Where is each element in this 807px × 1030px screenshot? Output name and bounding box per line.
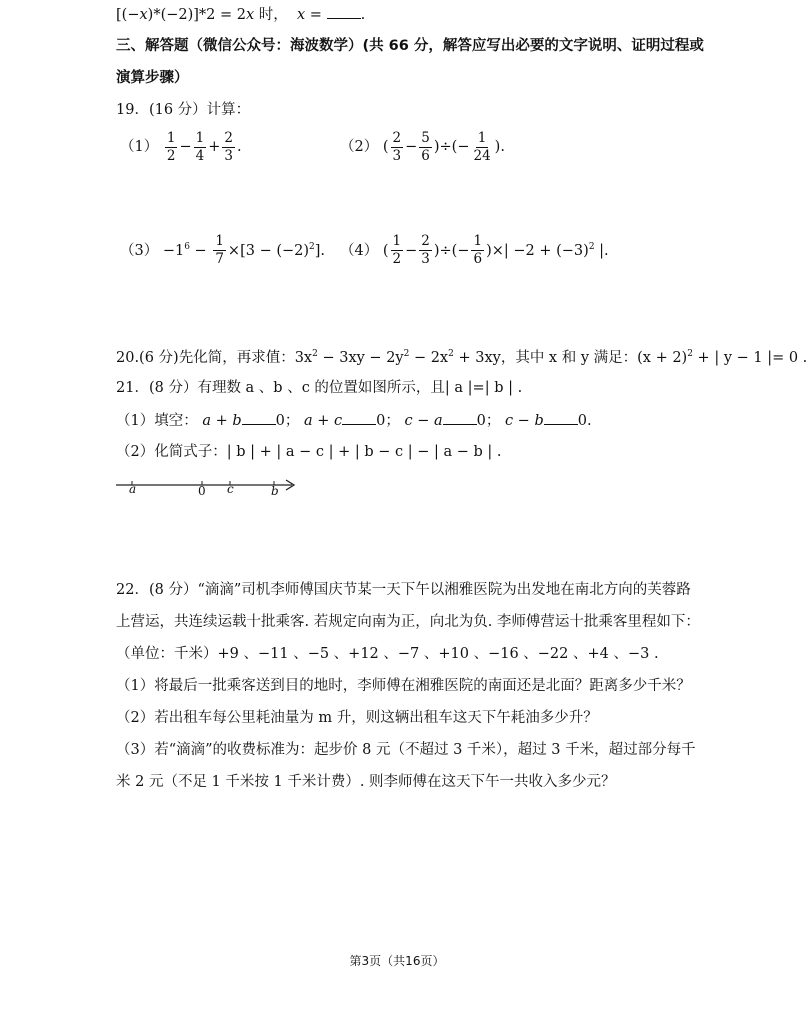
- op: −: [405, 242, 418, 259]
- q19-part4: [340, 228, 609, 270]
- den: 2: [392, 251, 402, 268]
- text: + | y − 1 |= 0 .: [692, 349, 807, 366]
- text: ；: [485, 413, 501, 429]
- num: 2: [421, 233, 430, 250]
- op: −: [179, 139, 192, 155]
- text: − 2x: [409, 349, 449, 366]
- page-footer: 第3页（共16页）: [349, 954, 445, 968]
- number-line: [116, 476, 316, 516]
- text: 0: [476, 413, 486, 429]
- label: （1）: [120, 139, 159, 155]
- q21-part1: [116, 410, 592, 431]
- text: |.: [594, 242, 609, 259]
- text: 0: [376, 413, 386, 429]
- label: （4）: [340, 242, 379, 259]
- den: 6: [473, 251, 483, 268]
- fraction: [419, 233, 432, 268]
- num: 2: [224, 129, 233, 146]
- exponent: 2: [309, 242, 315, 252]
- q22-line3: （单位：千米）+9 、−11 、−5 、+12 、−7 、+10 、−16 、−22 、+4 、−3 .: [116, 646, 659, 662]
- answer-blank: [242, 410, 276, 425]
- num: 2: [392, 129, 402, 146]
- text: x: [297, 7, 306, 23]
- q22-line4: （1）将最后一批乘客送到目的地时，李师傅在湘雅医院的南面还是北面？距离多少千米？: [116, 678, 691, 694]
- fraction: [471, 233, 484, 268]
- text: −1: [162, 242, 185, 259]
- q21-title: 21．(8 分）有理数 a 、b 、c 的位置如图所示，且| a |=| b | .: [116, 380, 523, 396]
- number-line-svg: [116, 476, 316, 516]
- section-heading: 三、解答题（微信公众号：海波数学）(共 66 分，解答应写出必要的文字说明、证明过程或: [116, 38, 704, 54]
- num: 5: [421, 129, 430, 146]
- op: +: [208, 139, 221, 155]
- fraction: [213, 233, 226, 268]
- den: 3: [392, 147, 402, 164]
- exponent: 2: [403, 349, 410, 359]
- q21-part2: （2）化简式子：| b | + | a − c | + | b − c | − | a − b | .: [116, 444, 502, 460]
- text: (: [382, 139, 389, 155]
- text: [(: [116, 7, 128, 23]
- q22-line7: 米 2 元（不足 1 千米按 1 千米计费）. 则李师傅在这天下午一共收入多少元？: [116, 774, 616, 790]
- exponent: 2: [687, 349, 693, 359]
- den: 3: [421, 251, 430, 268]
- expr: a + b: [202, 413, 242, 429]
- exponent: 2: [312, 349, 318, 359]
- num: 1: [166, 129, 176, 146]
- exponent: 6: [184, 242, 190, 252]
- text: .: [586, 413, 592, 429]
- label: （3）: [120, 242, 159, 259]
- text: .: [236, 139, 242, 155]
- q19-title: 19．(16 分）计算：: [116, 102, 251, 118]
- q19-part3: [120, 228, 325, 270]
- label-c: c: [227, 482, 234, 496]
- answer-blank: [443, 410, 477, 425]
- label-zero: 0: [198, 484, 206, 498]
- text: )*(−2)]*2 = 2: [147, 7, 246, 23]
- fraction: [165, 130, 178, 165]
- q22-line1: 22．(8 分）“滴滴”司机李师傅国庆节某一天下午以湘雅医院为出发地在南北方向的芙蓉路: [116, 582, 691, 598]
- text: 时，: [254, 7, 288, 23]
- q22-line5: （2）若出租车每公里耗油量为 m 升，则这辆出租车这天下午耗油多少升？: [116, 710, 598, 726]
- q22-line2: 上营运，共连续运载十批乘客. 若规定向南为正，向北为负. 李师傅营运十批乘客里程如下：: [116, 614, 700, 630]
- continued-fill-blank: [116, 4, 365, 25]
- exponent: 2: [448, 349, 454, 359]
- text: − 3xy − 2y: [317, 349, 404, 366]
- den: 3: [224, 147, 233, 164]
- label: （1）填空：: [116, 413, 198, 429]
- expr: c − b: [504, 413, 544, 429]
- answer-blank: [544, 410, 578, 425]
- num: 1: [392, 233, 402, 250]
- q22-line6: （3）若“滴滴”的收费标准为：起步价 8 元（不超过 3 千米），超过 3 千米，超过部分每千: [116, 742, 696, 758]
- q20: [116, 344, 807, 368]
- q19-part2: [340, 128, 505, 166]
- expr: c − a: [404, 413, 443, 429]
- answer-blank: [342, 410, 376, 425]
- text: 0: [275, 413, 285, 429]
- den: 7: [215, 251, 224, 268]
- text: x: [245, 7, 255, 23]
- den: 2: [166, 147, 176, 164]
- den: 6: [421, 147, 430, 164]
- fraction: [391, 130, 404, 165]
- text: )÷(−: [433, 242, 470, 259]
- q19-part1: [120, 128, 242, 166]
- text: .: [360, 7, 366, 23]
- exponent: 2: [588, 242, 595, 252]
- text: −x: [127, 7, 148, 23]
- text: + 3xy，其中 x 和 y 满足：(x + 2): [453, 349, 688, 366]
- num: 1: [215, 233, 224, 250]
- text: ；: [385, 413, 400, 429]
- fraction: [419, 130, 432, 165]
- text: 0: [577, 413, 587, 429]
- op: −: [405, 139, 418, 155]
- label-a: a: [129, 482, 137, 496]
- fraction: [222, 130, 235, 165]
- text: =: [305, 7, 327, 23]
- section-heading-cont: 演算步骤）: [116, 70, 189, 86]
- text: ×[3 − (−2): [227, 242, 310, 259]
- expr: a + c: [303, 413, 343, 429]
- text: ).: [494, 139, 505, 155]
- num: 1: [195, 129, 205, 146]
- op: −: [189, 242, 212, 259]
- text: )×| −2 + (−3): [486, 242, 589, 259]
- text: ].: [314, 242, 326, 259]
- fraction: [471, 130, 492, 165]
- num: 1: [477, 129, 487, 146]
- den: 4: [195, 147, 205, 164]
- text: (: [382, 242, 389, 259]
- num: 1: [473, 233, 483, 250]
- fraction: [391, 233, 404, 268]
- den: 24: [473, 147, 491, 164]
- answer-blank: [327, 4, 361, 19]
- label: （2）: [340, 139, 379, 155]
- text: )÷(−: [433, 139, 470, 155]
- label-b: b: [271, 484, 279, 498]
- text: ；: [284, 413, 300, 429]
- text: 20.(6 分)先化简，再求值：3x: [116, 349, 313, 366]
- fraction: [194, 130, 207, 165]
